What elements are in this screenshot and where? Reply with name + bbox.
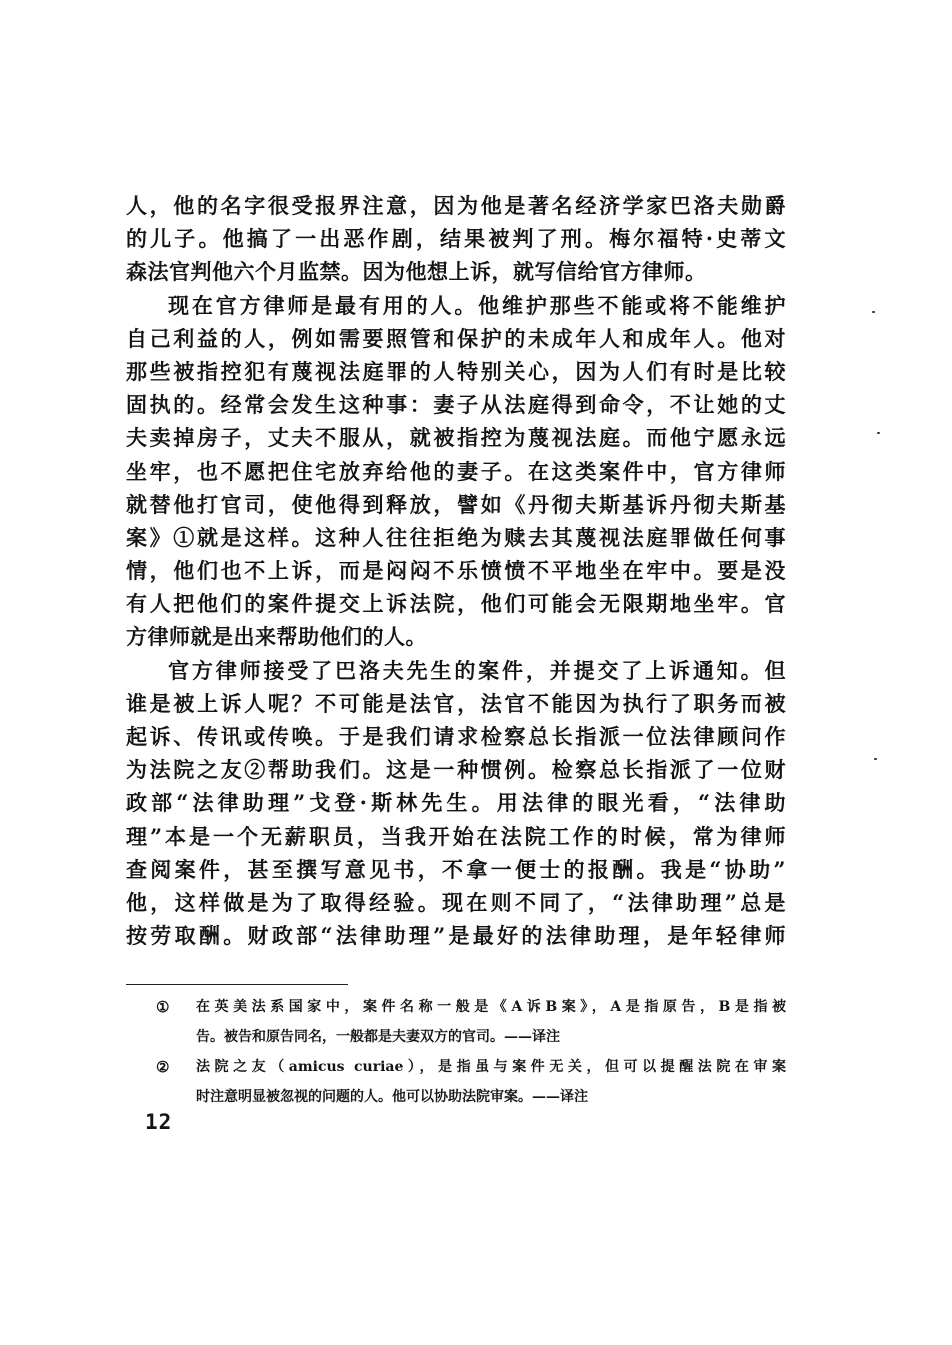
- text-line: 政部“法律助理”戈登·斯林先生。用法律的眼光看，“法律助: [126, 790, 786, 816]
- text-line: 起诉、传讯或传唤。于是我们请求检察总长指派一位法律顾问作: [126, 724, 786, 749]
- footnote-text: 告。被告和原告同名，一般都是夫妻双方的官司。——译注: [196, 1029, 560, 1045]
- text-line: 官方律师接受了巴洛夫先生的案件，并提交了上诉通知。但: [168, 657, 786, 683]
- text-line: 那些被指控犯有蔑视法庭罪的人特别关心，因为人们有时是比较: [126, 358, 786, 384]
- footnote-line: [156, 1022, 786, 1052]
- text-line: 森法官判他六个月监禁。因为他想上诉，就写信给官方律师。: [126, 259, 707, 285]
- text-line: 坐牢，也不愿把住宅放弃给他的妻子。在这类案件中，官方律师: [126, 458, 786, 484]
- text-line: 夫卖掉房子，丈夫不服从，就被指控为蔑视法庭。而他宁愿永远: [126, 425, 786, 451]
- footnote-text: 时注意明显被忽视的问题的人。他可以协助法院审案。——译注: [196, 1089, 588, 1105]
- text-line: 情，他们也不上诉，而是闷闷不乐愤愤不平地坐在牢中。要是没: [126, 558, 786, 584]
- footnote-line: [156, 992, 786, 1022]
- text-line: 方律师就是出来帮助他们的人。: [126, 624, 427, 650]
- scan-speck: [874, 758, 877, 760]
- scan-speck: [877, 432, 880, 434]
- text-line: 理”本是一个无薪职员，当我开始在法院工作的时候，常为律师: [126, 823, 786, 849]
- footnote-divider: [126, 984, 348, 985]
- page-number: 12: [145, 1110, 173, 1134]
- text-line: 人，他的名字很受报界注意，因为他是著名经济学家巴洛夫勋爵: [126, 193, 786, 218]
- footnote-line: [156, 1082, 786, 1112]
- footnote-marker: ①: [156, 998, 170, 1016]
- text-line: 有人把他们的案件提交上诉法院，他们可能会无限期地坐牢。官: [126, 591, 786, 617]
- footnote-text: 在英美法系国家中，案件名称一般是《A诉B案》，A是指原告，B是指被: [196, 999, 786, 1015]
- body-text: [126, 189, 786, 952]
- footnote-text: 法院之友（amicus curiae），是指虽与案件无关，但可以提醒法院在审案: [196, 1059, 786, 1075]
- text-line: 查阅案件，甚至撰写意见书，不拿一便士的报酬。我是“协助”: [126, 856, 786, 882]
- text-line: 他，这样做是为了取得经验。现在则不同了，“法律助理”总是: [126, 889, 786, 915]
- text-line: 自己利益的人，例如需要照管和保护的未成年人和成年人。他对: [126, 325, 786, 351]
- text-line: 的儿子。他搞了一出恶作剧，结果被判了刑。梅尔福特·史蒂文: [126, 226, 786, 252]
- footnote-line: [156, 1052, 786, 1082]
- text-line: 就替他打官司，使他得到释放，譬如《丹彻夫斯基诉丹彻夫斯基: [126, 491, 786, 517]
- scan-speck: [872, 311, 875, 313]
- text-line: 固执的。经常会发生这种事：妻子从法庭得到命令，不让她的丈: [126, 392, 786, 418]
- footnote-marker: ②: [156, 1058, 170, 1076]
- text-line: 谁是被上诉人呢？不可能是法官，法官不能因为执行了职务而被: [126, 690, 786, 716]
- text-line: 按劳取酬。财政部“法律助理”是最好的法律助理，是年轻律师: [126, 923, 786, 949]
- text-line: 案》①就是这样。这种人往往拒绝为赎去其蔑视法庭罪做任何事: [126, 524, 786, 550]
- text-line: 为法院之友②帮助我们。这是一种惯例。检察总长指派了一位财: [126, 757, 786, 783]
- text-line: 现在官方律师是最有用的人。他维护那些不能或将不能维护: [168, 292, 786, 318]
- footnotes: [156, 992, 786, 1112]
